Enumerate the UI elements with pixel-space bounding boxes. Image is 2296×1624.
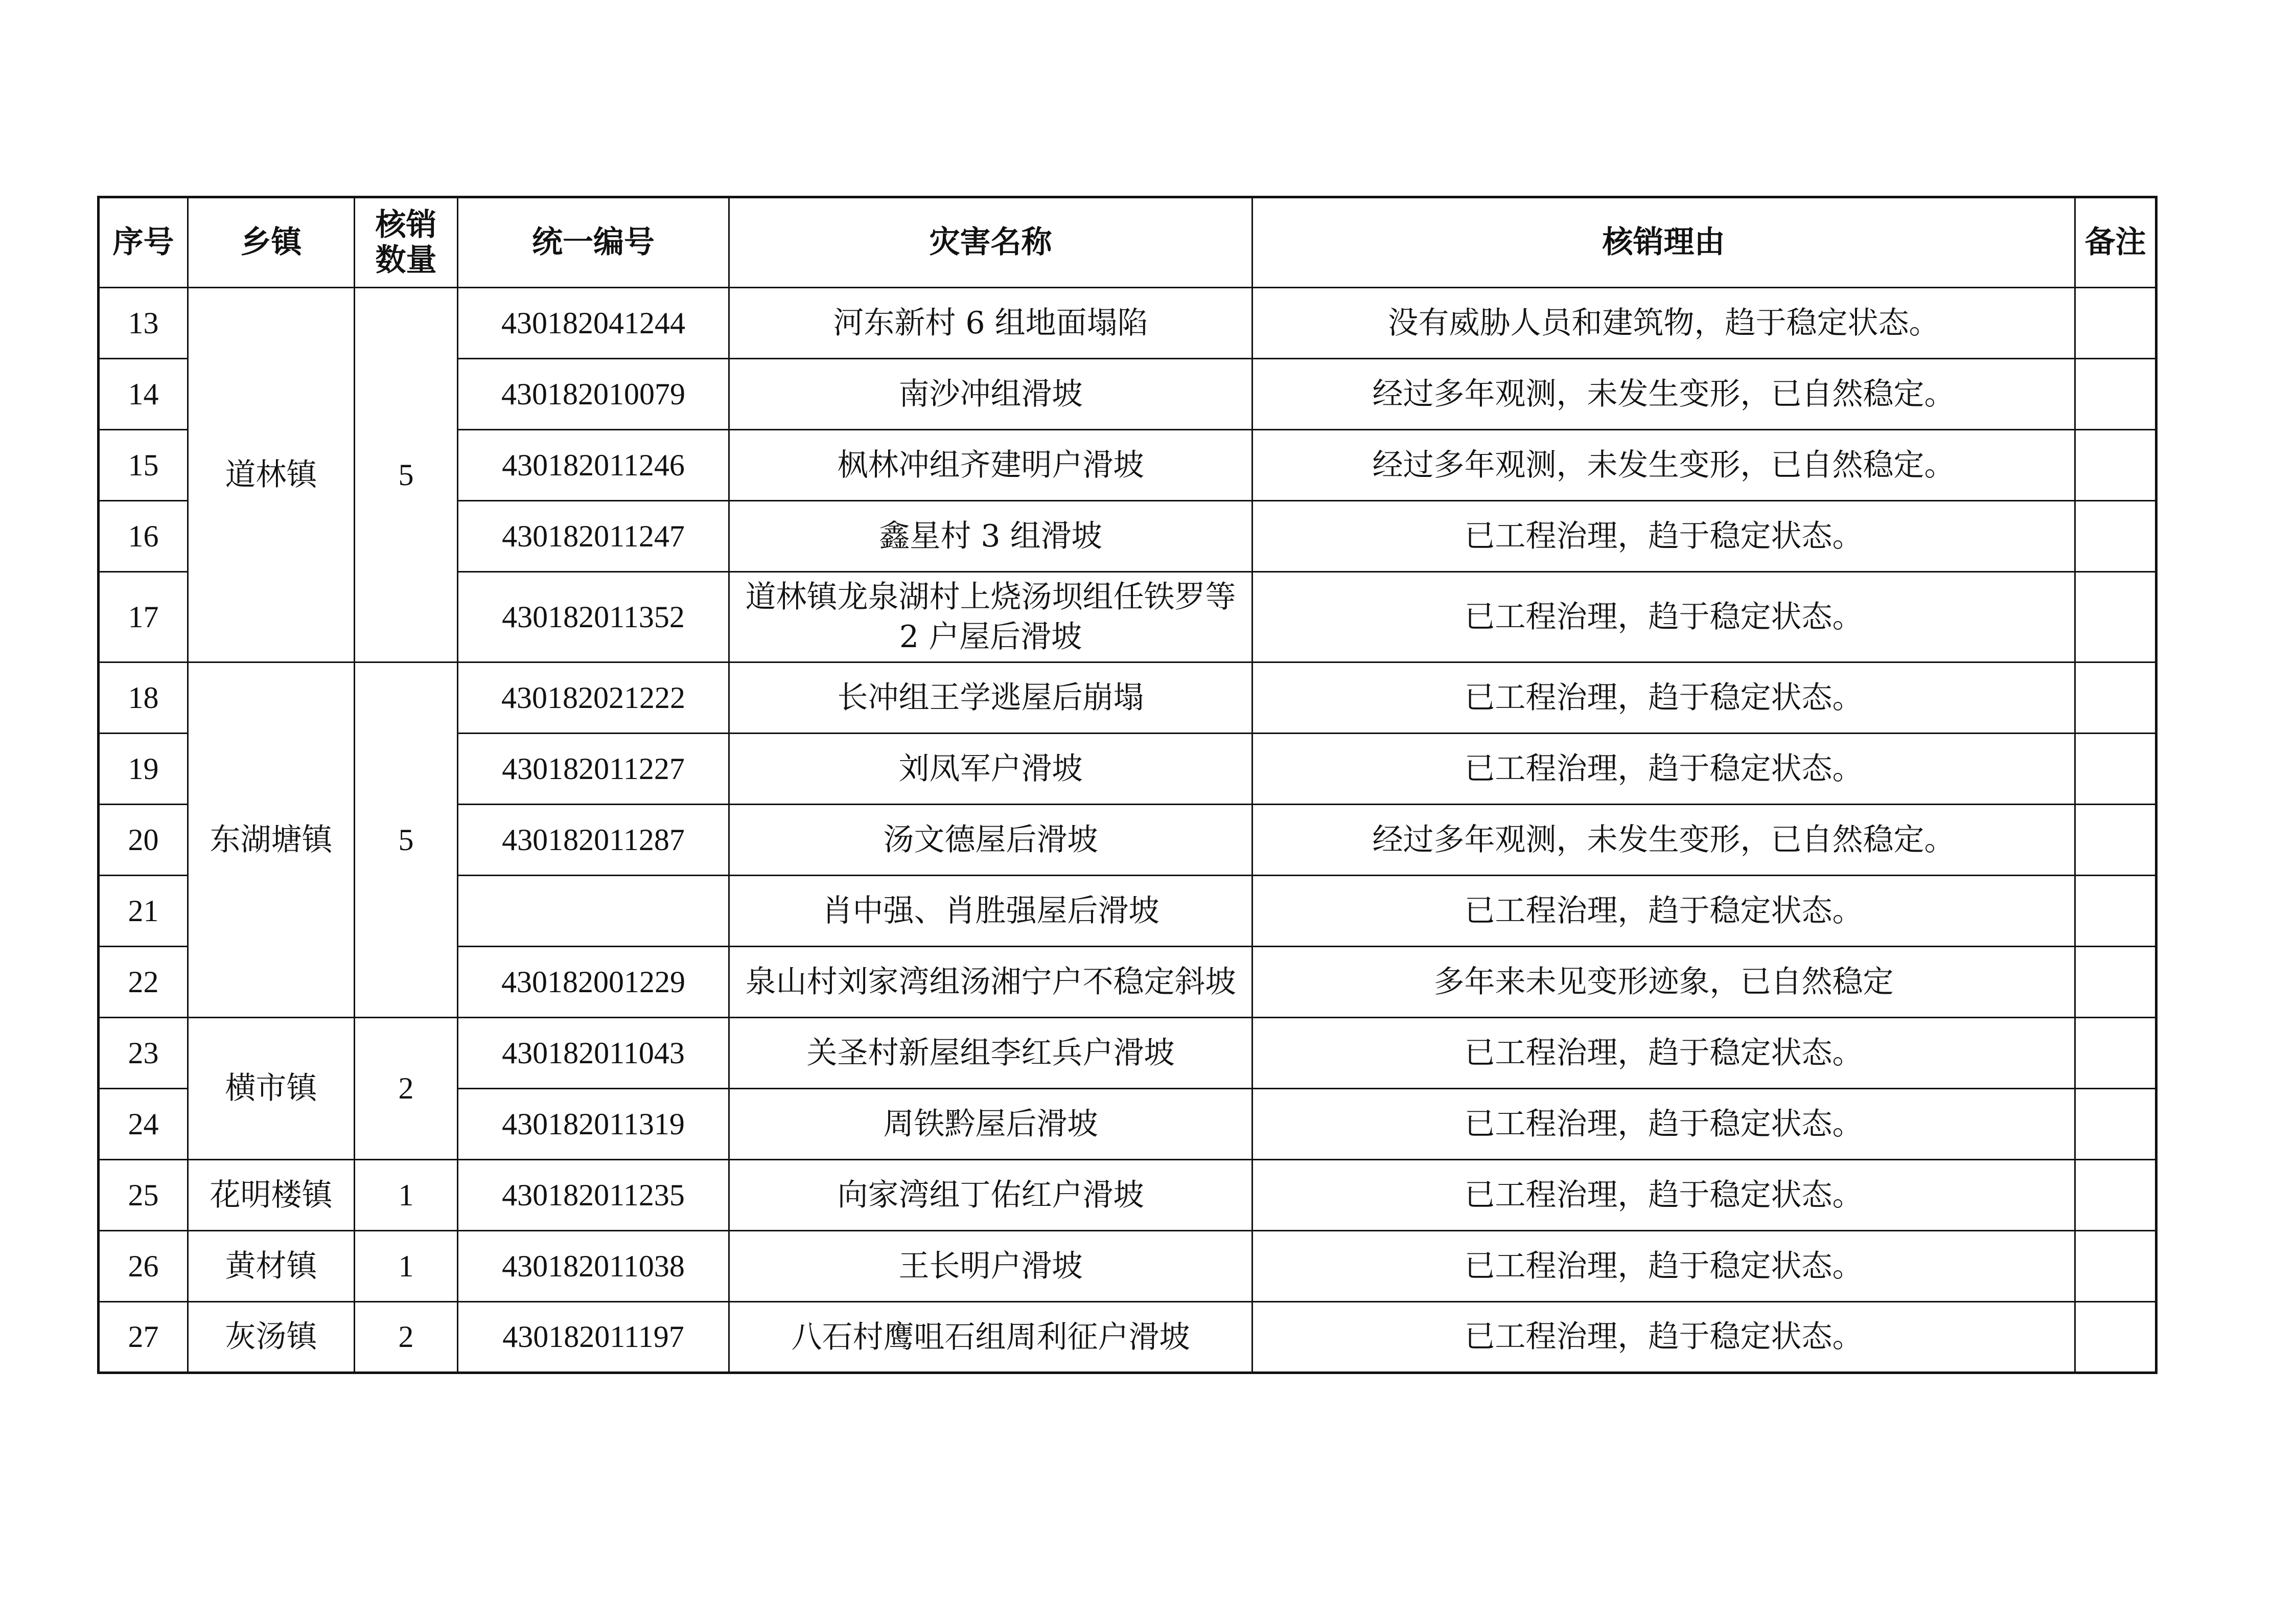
cell-count: 1 [355, 1231, 458, 1302]
cell-count: 1 [355, 1160, 458, 1231]
cell-reason: 经过多年观测，未发生变形，已自然稳定。 [1253, 359, 2075, 430]
cell-note [2075, 662, 2156, 734]
cell-code: 430182021222 [458, 662, 729, 734]
cell-name: 王长明户滑坡 [729, 1231, 1253, 1302]
header-name: 灾害名称 [729, 197, 1253, 288]
cell-seq: 20 [99, 805, 188, 876]
cell-town: 东湖塘镇 [188, 662, 355, 1018]
table-body [99, 288, 2156, 1373]
cell-town: 道林镇 [188, 288, 355, 662]
cell-code: 430182011246 [458, 430, 729, 501]
cell-seq: 13 [99, 288, 188, 359]
cell-reason: 多年来未见变形迹象，已自然稳定 [1253, 947, 2075, 1018]
table-row [99, 288, 2156, 359]
cell-count: 2 [355, 1018, 458, 1160]
cell-code: 430182011043 [458, 1018, 729, 1089]
cell-note [2075, 805, 2156, 876]
table-row [99, 1160, 2156, 1231]
cell-name: 肖中强、肖胜强屋后滑坡 [729, 876, 1253, 947]
cell-name: 鑫星村 3 组滑坡 [729, 501, 1253, 572]
cell-code: 430182010079 [458, 359, 729, 430]
cell-note [2075, 1231, 2156, 1302]
header-reason: 核销理由 [1253, 197, 2075, 288]
cell-seq: 14 [99, 359, 188, 430]
header-code: 统一编号 [458, 197, 729, 288]
cell-code: 430182011319 [458, 1089, 729, 1160]
cell-reason: 已工程治理，趋于稳定状态。 [1253, 1302, 2075, 1373]
header-count [355, 197, 458, 288]
cell-town: 横市镇 [188, 1018, 355, 1160]
cell-reason: 经过多年观测，未发生变形，已自然稳定。 [1253, 430, 2075, 501]
cell-name: 向家湾组丁佑红户滑坡 [729, 1160, 1253, 1231]
cell-count: 5 [355, 288, 458, 662]
cell-seq: 22 [99, 947, 188, 1018]
cell-town: 黄材镇 [188, 1231, 355, 1302]
cell-reason: 已工程治理，趋于稳定状态。 [1253, 572, 2075, 662]
cell-reason: 没有威胁人员和建筑物，趋于稳定状态。 [1253, 288, 2075, 359]
cell-reason: 经过多年观测，未发生变形，已自然稳定。 [1253, 805, 2075, 876]
cell-name: 刘凤军户滑坡 [729, 734, 1253, 805]
header-count-line1: 核销 [375, 207, 437, 243]
cell-seq: 19 [99, 734, 188, 805]
cell-reason: 已工程治理，趋于稳定状态。 [1253, 1160, 2075, 1231]
table-row [99, 1018, 2156, 1089]
table-row [99, 662, 2156, 734]
cell-reason: 已工程治理，趋于稳定状态。 [1253, 1018, 2075, 1089]
cell-reason: 已工程治理，趋于稳定状态。 [1253, 662, 2075, 734]
cell-code: 430182011287 [458, 805, 729, 876]
cell-seq: 15 [99, 430, 188, 501]
header-count-line2: 数量 [375, 242, 437, 278]
header-row [99, 197, 2156, 288]
cell-seq: 23 [99, 1018, 188, 1089]
table-row [99, 1302, 2156, 1373]
cell-seq: 21 [99, 876, 188, 947]
cell-name: 枫林冲组齐建明户滑坡 [729, 430, 1253, 501]
cell-reason: 已工程治理，趋于稳定状态。 [1253, 1089, 2075, 1160]
cell-code: 430182011235 [458, 1160, 729, 1231]
cell-note [2075, 572, 2156, 662]
cell-name: 汤文德屋后滑坡 [729, 805, 1253, 876]
cell-reason: 已工程治理，趋于稳定状态。 [1253, 1231, 2075, 1302]
cell-note [2075, 876, 2156, 947]
cell-name: 道林镇龙泉湖村上烧汤坝组任铁罗等 2 户屋后滑坡 [729, 572, 1253, 662]
cell-count: 2 [355, 1302, 458, 1373]
cell-note [2075, 734, 2156, 805]
cell-code: 430182011227 [458, 734, 729, 805]
cell-code: 430182041244 [458, 288, 729, 359]
cell-note [2075, 1302, 2156, 1373]
cell-note [2075, 1018, 2156, 1089]
write-off-table [97, 196, 2158, 1374]
cell-name: 长冲组王学逃屋后崩塌 [729, 662, 1253, 734]
cell-reason: 已工程治理，趋于稳定状态。 [1253, 501, 2075, 572]
cell-seq: 27 [99, 1302, 188, 1373]
cell-reason: 已工程治理，趋于稳定状态。 [1253, 734, 2075, 805]
header-seq: 序号 [99, 197, 188, 288]
cell-reason: 已工程治理，趋于稳定状态。 [1253, 876, 2075, 947]
cell-seq: 26 [99, 1231, 188, 1302]
cell-seq: 17 [99, 572, 188, 662]
cell-code: 430182011038 [458, 1231, 729, 1302]
cell-note [2075, 430, 2156, 501]
table-row [99, 1231, 2156, 1302]
cell-note [2075, 288, 2156, 359]
cell-town: 花明楼镇 [188, 1160, 355, 1231]
cell-note [2075, 501, 2156, 572]
cell-name: 八石村鹰咀石组周利征户滑坡 [729, 1302, 1253, 1373]
cell-note [2075, 1160, 2156, 1231]
header-note: 备注 [2075, 197, 2156, 288]
cell-code: 430182001229 [458, 947, 729, 1018]
header-town: 乡镇 [188, 197, 355, 288]
cell-note [2075, 947, 2156, 1018]
cell-town: 灰汤镇 [188, 1302, 355, 1373]
cell-seq: 25 [99, 1160, 188, 1231]
cell-note [2075, 359, 2156, 430]
cell-name: 河东新村 6 组地面塌陷 [729, 288, 1253, 359]
cell-name: 泉山村刘家湾组汤湘宁户不稳定斜坡 [729, 947, 1253, 1018]
cell-name: 南沙冲组滑坡 [729, 359, 1253, 430]
cell-code [458, 876, 729, 947]
cell-name: 周铁黔屋后滑坡 [729, 1089, 1253, 1160]
cell-seq: 18 [99, 662, 188, 734]
cell-name: 关圣村新屋组李红兵户滑坡 [729, 1018, 1253, 1089]
cell-code: 430182011247 [458, 501, 729, 572]
cell-code: 430182011352 [458, 572, 729, 662]
cell-note [2075, 1089, 2156, 1160]
cell-code: 430182011197 [458, 1302, 729, 1373]
cell-count: 5 [355, 662, 458, 1018]
cell-seq: 24 [99, 1089, 188, 1160]
cell-seq: 16 [99, 501, 188, 572]
